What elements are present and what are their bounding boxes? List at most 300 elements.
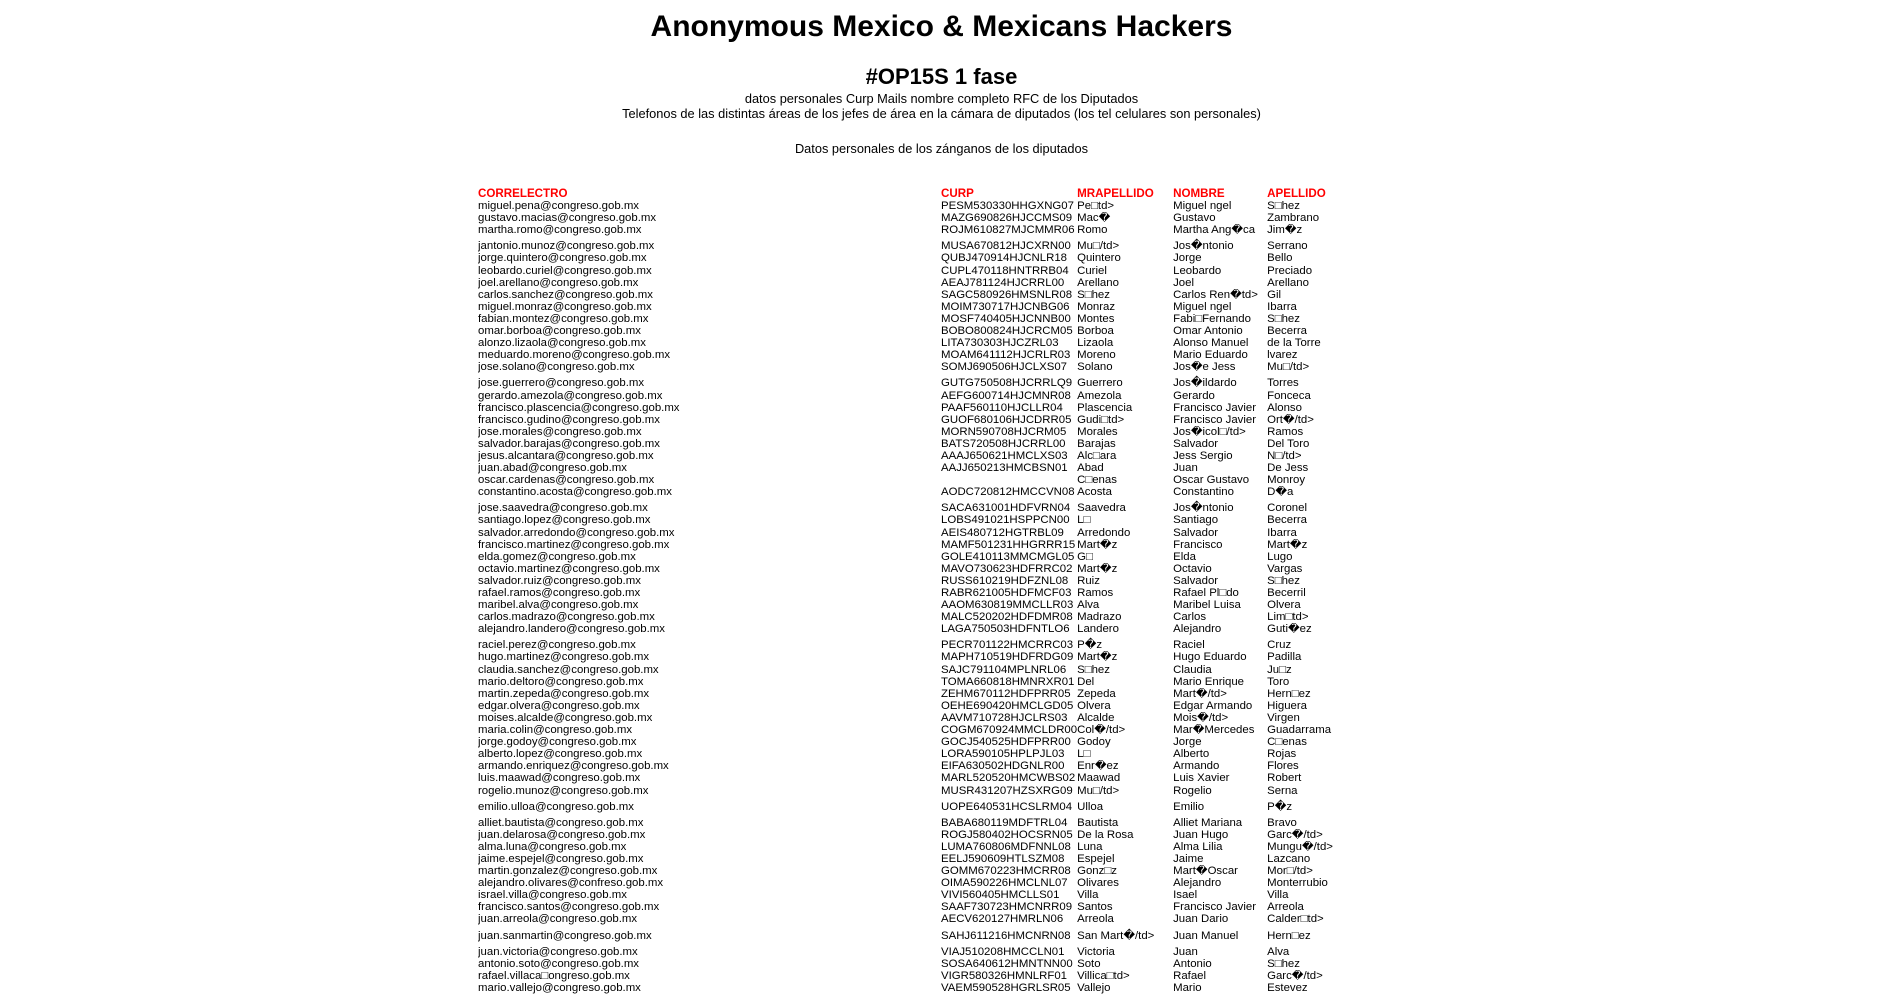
primer-apellido-cell: Ruiz [1077,574,1100,587]
table-row [478,901,1387,913]
apellido-cell: Bello [1267,252,1293,265]
primer-apellido-cell: Luna [1077,840,1103,853]
apellido-cell: Zambrano [1267,212,1320,225]
email-cell: martha.romo@congreso.gob.mx [478,224,642,237]
email-cell: hugo.martinez@congreso.gob.mx [478,651,650,664]
email-cell: francisco.plascencia@congreso.gob.mx [478,401,680,414]
table-row [478,736,1387,748]
nombre-cell: Jos�icol□/td> [1173,425,1246,438]
apellido-cell: Hern□ez [1267,687,1311,700]
email-cell: jesus.alcantara@congreso.gob.mx [478,449,654,462]
apellido-cell: Bravo [1267,816,1297,829]
email-cell: moises.alcalde@congreso.gob.mx [478,711,653,724]
curp-cell: LAGA750503HDFNTLO6 [941,623,1070,636]
table-row [478,651,1387,663]
nombre-cell: Edgar Armando [1173,699,1253,712]
curp-cell: VIGR580326HMNLRF01 [941,969,1067,982]
nombre-cell: Jaime [1173,852,1204,865]
email-cell: raciel.perez@congreso.gob.mx [478,639,636,652]
primer-apellido-cell: S□hez [1077,663,1110,676]
curp-cell: AEFG600714HJCMNR08 [941,389,1071,402]
table-row [478,325,1387,337]
table-row [478,337,1387,349]
table-row [478,982,1387,994]
table-row [478,772,1387,784]
primer-apellido-cell: Moreno [1077,349,1116,362]
curp-cell: UOPE640531HCSLRM04 [941,800,1073,813]
primer-apellido-cell: Maawad [1077,772,1121,785]
nombre-cell: Miguel ngel [1173,200,1232,213]
curp-cell: MOIM730717HJCNBG06 [941,300,1070,313]
curp-cell: EELJ590609HTLSZM08 [941,852,1065,865]
table-row [478,970,1387,982]
primer-apellido-cell: Villa [1077,889,1099,902]
apellido-cell: Preciado [1267,264,1313,277]
curp-cell: SOSA640612HMNTNN00 [941,957,1073,970]
email-cell: armando.enriquez@congreso.gob.mx [478,760,669,773]
primer-apellido-cell: Landero [1077,623,1119,636]
table-row [478,462,1387,474]
email-cell: oscar.cardenas@congreso.gob.mx [478,474,655,487]
email-cell: alma.luna@congreso.gob.mx [478,840,627,853]
nombre-cell: Francisco Javier [1173,413,1257,426]
table-row [478,486,1387,498]
curp-cell: PAAF560110HJCLLR04 [941,401,1063,414]
primer-apellido-cell: Lizaola [1077,337,1114,350]
curp-cell [941,474,1077,486]
apellido-cell: S□hez [1267,312,1300,325]
curp-cell: GUOF680106HJCDRR05 [941,413,1072,426]
primer-apellido-cell: Madrazo [1077,611,1122,624]
curp-cell: SAGC580926HMSNLR08 [941,288,1073,301]
apellido-cell: Toro [1267,675,1290,688]
table-header-row [478,188,1387,200]
primer-apellido-cell: Alva [1077,599,1100,612]
apellido-cell: S□hez [1267,957,1300,970]
table-row [478,587,1387,599]
table-row [478,841,1387,853]
op-subtitle: #OP15S 1 fase [865,64,1018,89]
primer-apellido-cell: Morales [1077,425,1118,438]
primer-apellido-cell: Barajas [1077,437,1116,450]
nombre-cell: Alma Lilia [1173,840,1223,853]
apellido-cell: D�a [1267,486,1294,499]
apellido-cell: Guadarrama [1267,724,1332,737]
email-cell: salvador.ruiz@congreso.gob.mx [478,574,641,587]
email-cell: fabian.montez@congreso.gob.mx [478,312,649,325]
primer-apellido-cell: L□ [1077,514,1091,527]
email-cell: jantonio.munoz@congreso.gob.mx [478,240,655,253]
apellido-cell: Hern□ez [1267,929,1311,942]
primer-apellido-cell: L□ [1077,748,1091,761]
table-row [478,865,1387,877]
curp-cell: MALC520202HDFDMR08 [941,611,1073,624]
table-row [478,252,1387,264]
nombre-cell: Mario [1173,981,1202,994]
email-cell: jose.saavedra@congreso.gob.mx [478,502,648,515]
email-cell: emilio.ulloa@congreso.gob.mx [478,800,634,813]
primer-apellido-cell: Olvera [1077,699,1111,712]
apellido-cell: Estevez [1267,981,1308,994]
table-row [478,289,1387,301]
curp-cell: MOSF740405HJCNNB00 [941,312,1071,325]
email-cell: martin.gonzalez@congreso.gob.mx [478,865,658,878]
email-cell: miguel.monraz@congreso.gob.mx [478,300,652,313]
primer-apellido-cell: Pe□td> [1077,200,1115,213]
curp-cell: TOMA660818HMNRXR01 [941,675,1075,688]
curp-cell: OIMA590226HMCLNL07 [941,877,1068,890]
apellido-cell: Becerra [1267,514,1307,527]
apellido-cell: Garc�/td> [1267,969,1323,982]
curp-cell: PESM530330HHGXNG07 [941,200,1074,213]
table-row [478,212,1387,224]
email-cell: martin.zepeda@congreso.gob.mx [478,687,650,700]
email-cell: jorge.godoy@congreso.gob.mx [478,736,637,749]
nombre-cell: Miguel ngel [1173,300,1232,313]
email-cell: alejandro.landero@congreso.gob.mx [478,623,665,636]
curp-cell: SACA631001HDFVRN04 [941,502,1071,515]
curp-cell: GUTG750508HJCRRLQ9 [941,377,1073,390]
table-row [478,438,1387,450]
nombre-cell: Jorge [1173,252,1202,265]
description-line-2: Telefonos de las distintas áreas de los jefes de área en la cámara de diputados (los tel celulares son personales) [622,106,1261,121]
table-row [478,277,1387,289]
table-row [478,877,1387,889]
nombre-cell: Maribel Luisa [1173,599,1241,612]
email-cell: francisco.martinez@congreso.gob.mx [478,538,670,551]
apellido-cell: Rojas [1267,748,1297,761]
email-cell: elda.gomez@congreso.gob.mx [478,550,636,563]
table-row [478,551,1387,563]
apellido-cell: C□enas [1267,736,1307,749]
email-cell: francisco.santos@congreso.gob.mx [478,901,660,914]
nombre-cell: Juan Hugo [1173,828,1229,841]
apellido-cell: Lazcano [1267,852,1311,865]
table-row [478,688,1387,700]
table-row [478,724,1387,736]
table-row [478,450,1387,462]
primer-apellido-cell: Vallejo [1077,981,1111,994]
curp-cell: AODC720812HMCCVN08 [941,486,1075,499]
email-cell: alejandro.olivares@confreso.gob.mx [478,877,664,890]
table-row [478,373,1387,389]
primer-apellido-cell: Quintero [1077,252,1121,265]
primer-apellido-cell: Saavedra [1077,502,1126,515]
primer-apellido-cell: Mart�z [1077,538,1118,551]
email-cell: octavio.martinez@congreso.gob.mx [478,562,660,575]
table-row [478,265,1387,277]
primer-apellido-cell: Amezola [1077,389,1122,402]
primer-apellido-cell: Del [1077,675,1095,688]
curp-cell: MOAM641112HJCRLR03 [941,349,1071,362]
table-row [478,676,1387,688]
primer-apellido-cell: Curiel [1077,264,1107,277]
table-row [478,563,1387,575]
email-cell: jorge.quintero@congreso.gob.mx [478,252,647,265]
curp-cell: ZEHM670112HDFPRR05 [941,687,1071,700]
curp-cell: LUMA760806MDFNNL08 [941,840,1071,853]
email-cell: omar.borboa@congreso.gob.mx [478,325,641,338]
page [0,9,1883,994]
curp-cell: EIFA630502HDGNLR00 [941,760,1065,773]
email-cell: rogelio.munoz@congreso.gob.mx [478,784,649,797]
curp-cell: AAJJ650213HMCBSN01 [941,462,1068,475]
table-row [478,474,1387,486]
email-cell: jose.morales@congreso.gob.mx [478,425,642,438]
nombre-cell: Alejandro [1173,623,1222,636]
primer-apellido-cell: Abad [1077,462,1104,475]
apellido-cell: Arellano [1267,276,1309,289]
nombre-cell: Claudia [1173,663,1212,676]
table-row [478,200,1387,212]
primer-apellido-cell: De la Rosa [1077,828,1134,841]
apellido-cell: Virgen [1267,711,1300,724]
nombre-cell: Rogelio [1173,784,1212,797]
primer-apellido-cell: P�z [1077,639,1103,652]
primer-apellido-cell: Alc□ara [1077,449,1117,462]
email-cell: juan.victoria@congreso.gob.mx [478,945,638,958]
apellido-cell: De Jess [1267,462,1309,475]
curp-cell: MORN590708HJCRM05 [941,425,1067,438]
apellido-cell: Cruz [1267,639,1292,652]
table-row [478,539,1387,551]
curp-cell: MARL520520HMCWBS02 [941,772,1076,785]
email-cell: maribel.alva@congreso.gob.mx [478,599,639,612]
table-row [478,712,1387,724]
curp-cell: GOMM670223HMCRR08 [941,865,1071,878]
curp-cell: MUSR431207HZSXRG09 [941,784,1073,797]
curp-cell: LORA590105HPLPJL03 [941,748,1065,761]
table-row [478,527,1387,539]
curp-cell: SOMJ690506HJCLXS07 [941,361,1067,374]
nombre-cell: Alberto [1173,748,1210,761]
apellido-cell: Monterrubio [1267,877,1328,890]
table-row [478,700,1387,712]
primer-apellido-cell: Mart�z [1077,562,1118,575]
apellido-cell: Padilla [1267,651,1302,664]
primer-apellido-cell: Enr�ez [1077,760,1119,773]
curp-cell: VAEM590528HGRLSR05 [941,981,1071,994]
curp-cell: PECR701122HMCRRC03 [941,639,1074,652]
nombre-cell: Emilio [1173,800,1205,813]
apellido-cell: Robert [1267,772,1302,785]
apellido-cell: Olvera [1267,599,1301,612]
apellido-cell: S□hez [1267,574,1300,587]
apellido-cell: Monroy [1267,474,1306,487]
table-row [478,575,1387,587]
apellido-cell: Gil [1267,288,1282,301]
apellido-cell: Villa [1267,889,1289,902]
email-cell: mario.deltoro@congreso.gob.mx [478,675,644,688]
apellido-cell: Ju□z [1267,663,1292,676]
curp-cell: OEHE690420HMCLGD05 [941,699,1074,712]
apellido-cell: Vargas [1267,562,1303,575]
apellido-cell: N□/td> [1267,449,1302,462]
primer-apellido-cell: Arredondo [1077,526,1131,539]
nombre-cell: Constantino [1173,486,1234,499]
table-row [478,797,1387,813]
table-row [478,889,1387,901]
primer-apellido-cell: Santos [1077,901,1113,914]
curp-cell: AEAJ781124HJCRRL00 [941,276,1065,289]
table-row [478,426,1387,438]
table-row [478,599,1387,611]
primer-apellido-cell: Ulloa [1077,800,1104,813]
apellido-cell: lvarez [1267,349,1298,362]
apellido-cell: Flores [1267,760,1299,773]
apellido-cell: Higuera [1267,699,1307,712]
primer-apellido-cell: Olivares [1077,877,1119,890]
email-cell: carlos.madrazo@congreso.gob.mx [478,611,655,624]
apellido-cell: Lim□td> [1267,611,1309,624]
nombre-cell: Carlos [1173,611,1207,624]
primer-apellido-cell: Gonz□z [1077,865,1117,878]
curp-cell: ROJM610827MJCMMR06 [941,224,1075,237]
apellido-cell: Calder□td> [1267,913,1324,926]
curp-cell: MAPH710519HDFRDG09 [941,651,1074,664]
apellido-cell: S□hez [1267,200,1300,213]
apellido-cell: Ramos [1267,425,1304,438]
nombre-cell: Juan Dario [1173,913,1229,926]
apellido-cell: Becerra [1267,325,1307,338]
table-row [478,664,1387,676]
apellido-cell: Ort�/td> [1267,413,1314,426]
nombre-cell: Mario Enrique [1173,675,1245,688]
curp-cell: LOBS491021HSPPCN00 [941,514,1070,527]
nombre-cell: Armando [1173,760,1220,773]
primer-apellido-cell: Villica□td> [1077,969,1130,982]
apellido-cell: Mu□/td> [1267,361,1310,374]
curp-cell: CUPL470118HNTRRB04 [941,264,1069,277]
nombre-cell: Mart�/td> [1173,687,1227,700]
nombre-cell: Joel [1173,276,1195,289]
apellido-cell: Becerril [1267,587,1306,599]
primer-apellido-cell: Mac� [1077,212,1111,225]
curp-cell: BABA680119MDFTRL04 [941,816,1068,829]
table-row [478,611,1387,623]
curp-cell: GOCJ540525HDFPRR00 [941,736,1071,749]
header-mrapellido: MRAPELLIDO [1077,188,1154,200]
primer-apellido-cell: Mu□/td> [1077,784,1120,797]
curp-cell: SAHJ611216HMCNRN08 [941,929,1071,942]
email-cell: francisco.gudino@congreso.gob.mx [478,413,660,426]
table-row [478,402,1387,414]
data-table [478,188,1387,994]
nombre-cell: Jos�ntonio [1173,502,1234,515]
curp-cell: COGM670924MMCLDR00 [941,724,1078,737]
nombre-cell: Isael [1173,889,1198,902]
nombre-cell: Antonio [1173,957,1212,970]
nombre-cell: Elda [1173,550,1196,563]
table-row [478,361,1387,373]
email-cell: israel.villa@congreso.gob.mx [478,889,627,902]
apellido-cell: Mor□/td> [1267,865,1313,878]
nombre-cell: Juan [1173,462,1198,475]
primer-apellido-cell: Espejel [1077,852,1115,865]
nombre-cell: Mois�/td> [1173,711,1229,724]
nombre-cell: Rafael Pl□do [1173,587,1239,599]
apellido-cell: Ibarra [1267,526,1297,539]
nombre-cell: Martha Ang�ca [1173,224,1256,237]
header-curp: CURP [941,188,974,200]
nombre-cell: Santiago [1173,514,1219,527]
curp-cell: GOLE410113MMCMGL05 [941,550,1075,563]
primer-apellido-cell: Montes [1077,312,1115,325]
apellido-cell: Jim�z [1267,224,1303,237]
primer-apellido-cell: Victoria [1077,945,1115,958]
table-row [478,748,1387,760]
email-cell: santiago.lopez@congreso.gob.mx [478,514,651,527]
curp-cell: ROGJ580402HOCSRN05 [941,828,1073,841]
table-row [478,926,1387,942]
primer-apellido-cell: Arellano [1077,276,1119,289]
primer-apellido-cell: Soto [1077,957,1101,970]
nombre-cell: Francisco [1173,538,1223,551]
email-cell: rafael.villaca□ongreso.gob.mx [478,969,630,982]
nombre-cell: Gustavo [1173,212,1216,225]
email-cell: alonzo.lizaola@congreso.gob.mx [478,337,646,350]
nombre-cell: Francisco Javier [1173,901,1257,914]
nombre-cell: Octavio [1173,562,1212,575]
table-row [478,829,1387,841]
nombre-cell: Alliet Mariana [1173,816,1243,829]
primer-apellido-cell: Gudi□td> [1077,413,1125,426]
primer-apellido-cell: Zepeda [1077,687,1116,700]
nombre-cell: Leobardo [1173,264,1222,277]
table-row [478,390,1387,402]
email-cell: juan.abad@congreso.gob.mx [478,462,627,475]
nombre-cell: Raciel [1173,639,1205,652]
email-cell: salvador.barajas@congreso.gob.mx [478,437,660,450]
curp-cell: RUSS610219HDFZNL08 [941,574,1069,587]
header-correlectro: CORRELECTRO [478,188,568,200]
table-row [478,942,1387,958]
email-cell: joel.arellano@congreso.gob.mx [478,276,639,289]
primer-apellido-cell: Acosta [1077,486,1112,499]
apellido-cell: Mart�z [1267,538,1308,551]
curp-cell: SAAF730723HMCNRR09 [941,901,1073,914]
section-heading: Datos personales de los zánganos de los diputados [794,141,1089,156]
curp-cell: RABR621005HDFMCF03 [941,587,1072,599]
page-title: Anonymous Mexico & Mexicans Hackers [650,10,1233,43]
nombre-cell: Rafael [1173,969,1207,982]
nombre-cell: Alonso Manuel [1173,337,1249,350]
email-cell: jose.guerrero@congreso.gob.mx [478,377,645,390]
primer-apellido-cell: Borboa [1077,325,1114,338]
email-cell: miguel.pena@congreso.gob.mx [478,200,639,213]
table-row [478,498,1387,514]
apellido-cell: Del Toro [1267,437,1310,450]
nombre-cell: Jess Sergio [1173,449,1233,462]
nombre-cell: Mario Eduardo [1173,349,1248,362]
header-apellido: APELLIDO [1267,188,1326,200]
email-cell: jose.solano@congreso.gob.mx [478,361,635,374]
email-cell: juan.arreola@congreso.gob.mx [478,913,638,926]
curp-cell: SAJC791104MPLNRL06 [941,663,1067,676]
apellido-cell: Torres [1267,377,1299,390]
table-row [478,760,1387,772]
primer-apellido-cell: San Mart�/td> [1077,929,1155,942]
email-cell: alberto.lopez@congreso.gob.mx [478,748,643,761]
nombre-cell: Salvador [1173,574,1219,587]
records-body [478,200,1387,994]
nombre-cell: Hugo Eduardo [1173,651,1247,664]
nombre-cell: Francisco Javier [1173,401,1257,414]
table-row [478,785,1387,797]
nombre-cell: Jos�ildardo [1173,377,1237,390]
primer-apellido-cell: Monraz [1077,300,1116,313]
table-row [478,514,1387,526]
